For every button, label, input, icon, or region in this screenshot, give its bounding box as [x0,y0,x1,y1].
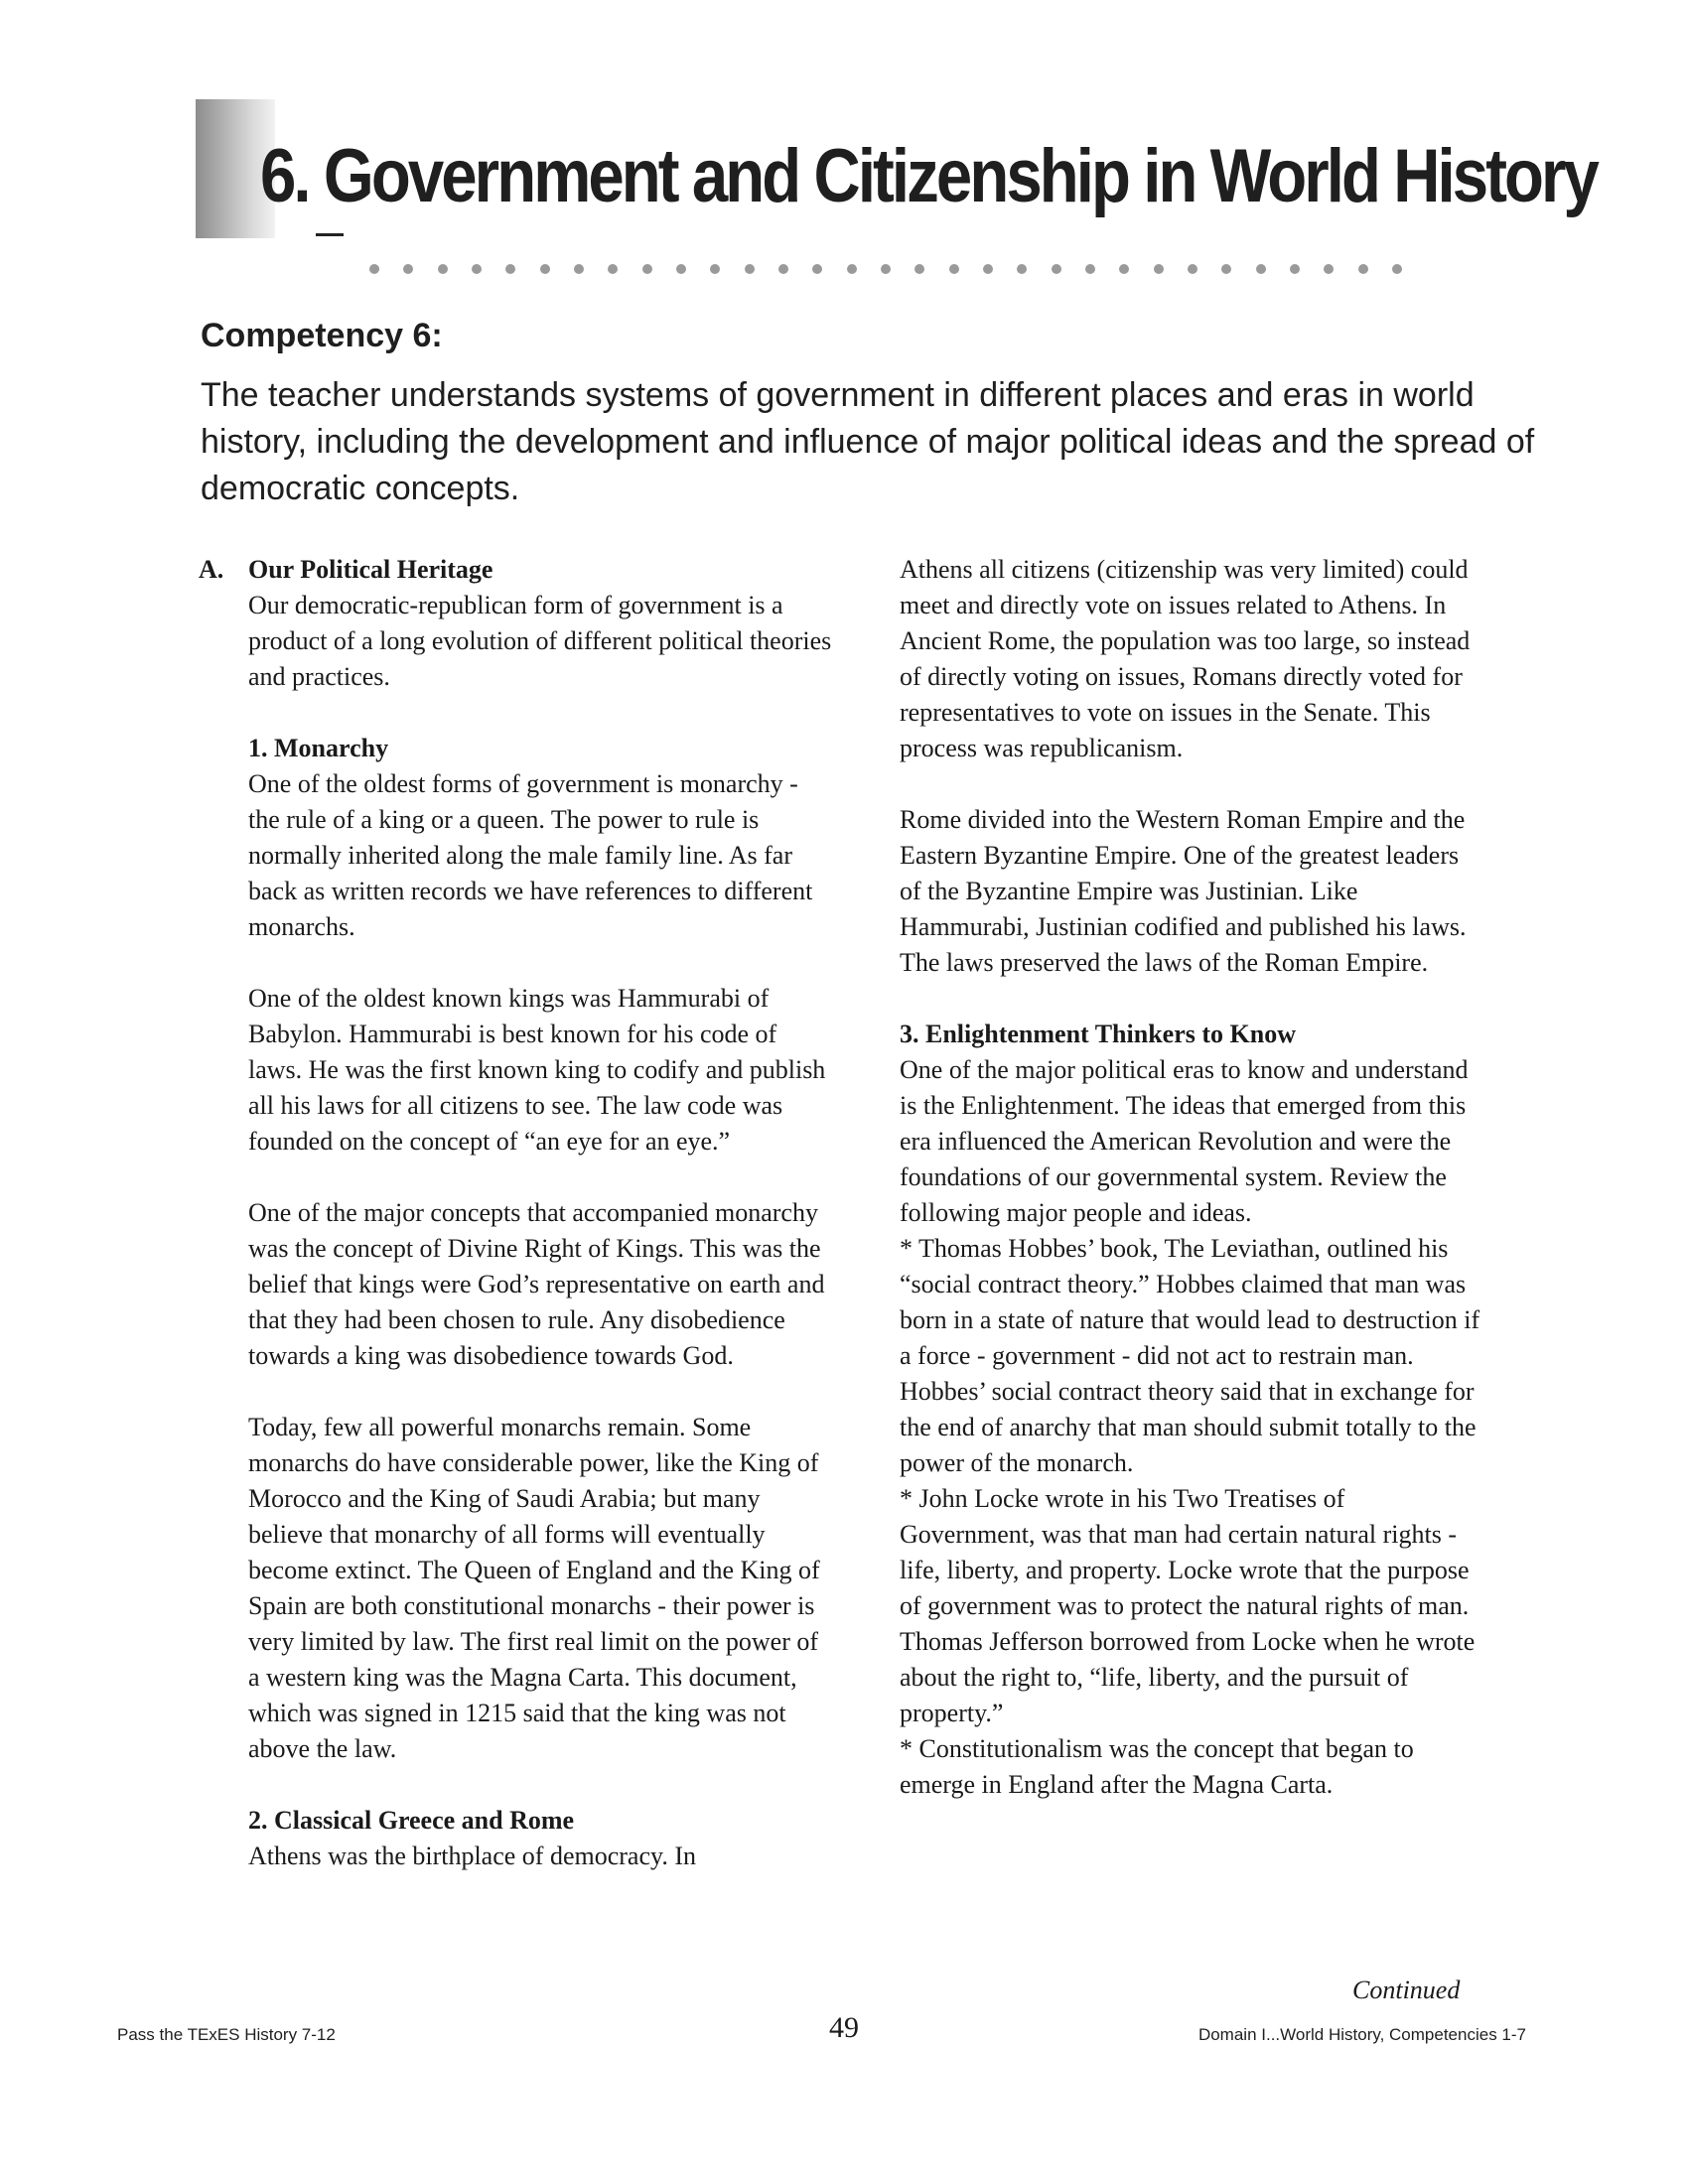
divider-dot [676,264,686,274]
divider-dot [1154,264,1164,274]
divider-dot [505,264,515,274]
continued-label: Continued [1352,1976,1461,2004]
footer-domain: Domain I...World History, Competencies 1-7 [1197,2025,1526,2044]
enlightenment-heading: 3. Enlightenment Thinkers to Know [900,1020,1296,1048]
page-number: 49 [829,2011,859,2044]
chapter-number: 6. [260,134,309,218]
competency-statement: The teacher understands systems of government in different places and eras in world history, including the development and influence of major political ideas and the spread of democratic concepts. [201,376,1535,507]
enlightenment-intro: One of the major political eras to know and understand is the Enlightenment. The ideas that emerged from this era influenced the American Revolution and were the foundations of our governmental system. Review the following major people and ideas. [900,1055,1469,1227]
divider-dot [608,264,618,274]
divider-dot [1324,264,1334,274]
monarchy-paragraph-3: One of the major concepts that accompanied monarchy was the concept of Divine Right of Kings. This was the belief that kings were God’s representative on earth and that they had been chosen to rule. Any disobedience towards a king was disobedience towards God. [248,1198,825,1370]
divider-dot [403,264,413,274]
divider-dot [983,264,993,274]
divider-dot [1256,264,1266,274]
locke-item: * John Locke wrote in his Two Treatises of Government, was that man had certain natural rights - life, liberty, and property. Locke wrote that the purpose of government was to protect the natural rights of man. Thomas Jefferson borrowed from Locke when he wrote about the right to, “life, liberty, and the pursuit of property.” [900,1484,1476,1727]
divider-dot [745,264,755,274]
dotted-divider [369,262,1402,276]
divider-dot [812,264,822,274]
divider-dot [472,264,482,274]
divider-dot [1290,264,1300,274]
monarchy-paragraph-1: One of the oldest forms of government is monarchy - the rule of a king or a queen. The power to rule is normally inherited along the male family line. As far back as written records we have references to different monarchs. [248,769,813,941]
chapter-title [260,134,1597,218]
monarchy-paragraph-4: Today, few all powerful monarchs remain. Some monarchs do have considerable power, like the King of Morocco and the King of Saudi Arabia; but many believe that monarchy of all forms will eventually become extinct. The Queen of England and the King of Spain are both constitutional monarchs - their power is very limited by law. The first real limit on the power of a western king was the Magna Carta. This document, which was signed in 1215 said that the king was not above the law. [248,1413,820,1763]
section-a-intro: Our democratic-republican form of government is a product of a long evolution of different political theories and practices. [248,591,832,691]
divider-dot [1017,264,1027,274]
monarchy-paragraph-2: One of the oldest known kings was Hammurabi of Babylon. Hammurabi is best known for his code of laws. He was the first known king to codify and publish all his laws for all citizens to see. The law code was founded on the concept of “an eye for an eye.” [248,984,826,1156]
title-underline [316,233,344,236]
divider-dot [949,264,959,274]
divider-dot [881,264,891,274]
right-column [900,552,1485,1803]
constitutionalism-item: * Constitutionalism was the concept that began to emerge in England after the Magna Carta. [900,1734,1414,1799]
divider-dot [1221,264,1231,274]
left-column [199,552,834,1874]
divider-dot [1188,264,1197,274]
section-a-heading [199,552,834,588]
divider-dot [642,264,652,274]
footer-book-title: Pass the TExES History 7-12 [117,2025,336,2044]
classical-paragraph-1-continued: Athens all citizens (citizenship was very limited) could meet and directly vote on issues related to Athens. In Ancient Rome, the population was too large, so instead of directly voting on issues, Romans directly voted for representatives to vote on issues in the Senate. This process was republicanism. [900,555,1471,762]
divider-dot [778,264,788,274]
divider-dot [540,264,550,274]
classical-heading: 2. Classical Greece and Rome [248,1806,575,1835]
divider-dot [1392,264,1402,274]
competency-label: Competency 6: [201,317,443,354]
divider-dot [369,264,379,274]
classical-paragraph-2: Rome divided into the Western Roman Empire and the Eastern Byzantine Empire. One of the greatest leaders of the Byzantine Empire was Justinian. Like Hammurabi, Justinian codified and published his laws. The laws preserved the laws of the Roman Empire. [900,805,1467,977]
divider-dot [914,264,924,274]
divider-dot [438,264,448,274]
divider-dot [1119,264,1129,274]
divider-dot [574,264,584,274]
divider-dot [1052,264,1061,274]
section-a-title: Our Political Heritage [248,555,493,584]
hobbes-item: * Thomas Hobbes’ book, The Leviathan, outlined his “social contract theory.” Hobbes claimed that man was born in a state of nature that would lead to destruction if a force - government - did not act to restrain man. Hobbes’ social contract theory said that in exchange for the end of anarchy that man should submit totally to the power of the monarch. [900,1234,1480,1477]
monarchy-heading: 1. Monarchy [248,734,389,762]
classical-paragraph-1-start: Athens was the birthplace of democracy. In [248,1842,696,1870]
divider-dot [847,264,857,274]
chapter-title-text: Government and Citizenship in World History [323,134,1597,218]
section-letter: A. [199,555,224,584]
divider-dot [1085,264,1095,274]
divider-dot [710,264,720,274]
divider-dot [1358,264,1368,274]
